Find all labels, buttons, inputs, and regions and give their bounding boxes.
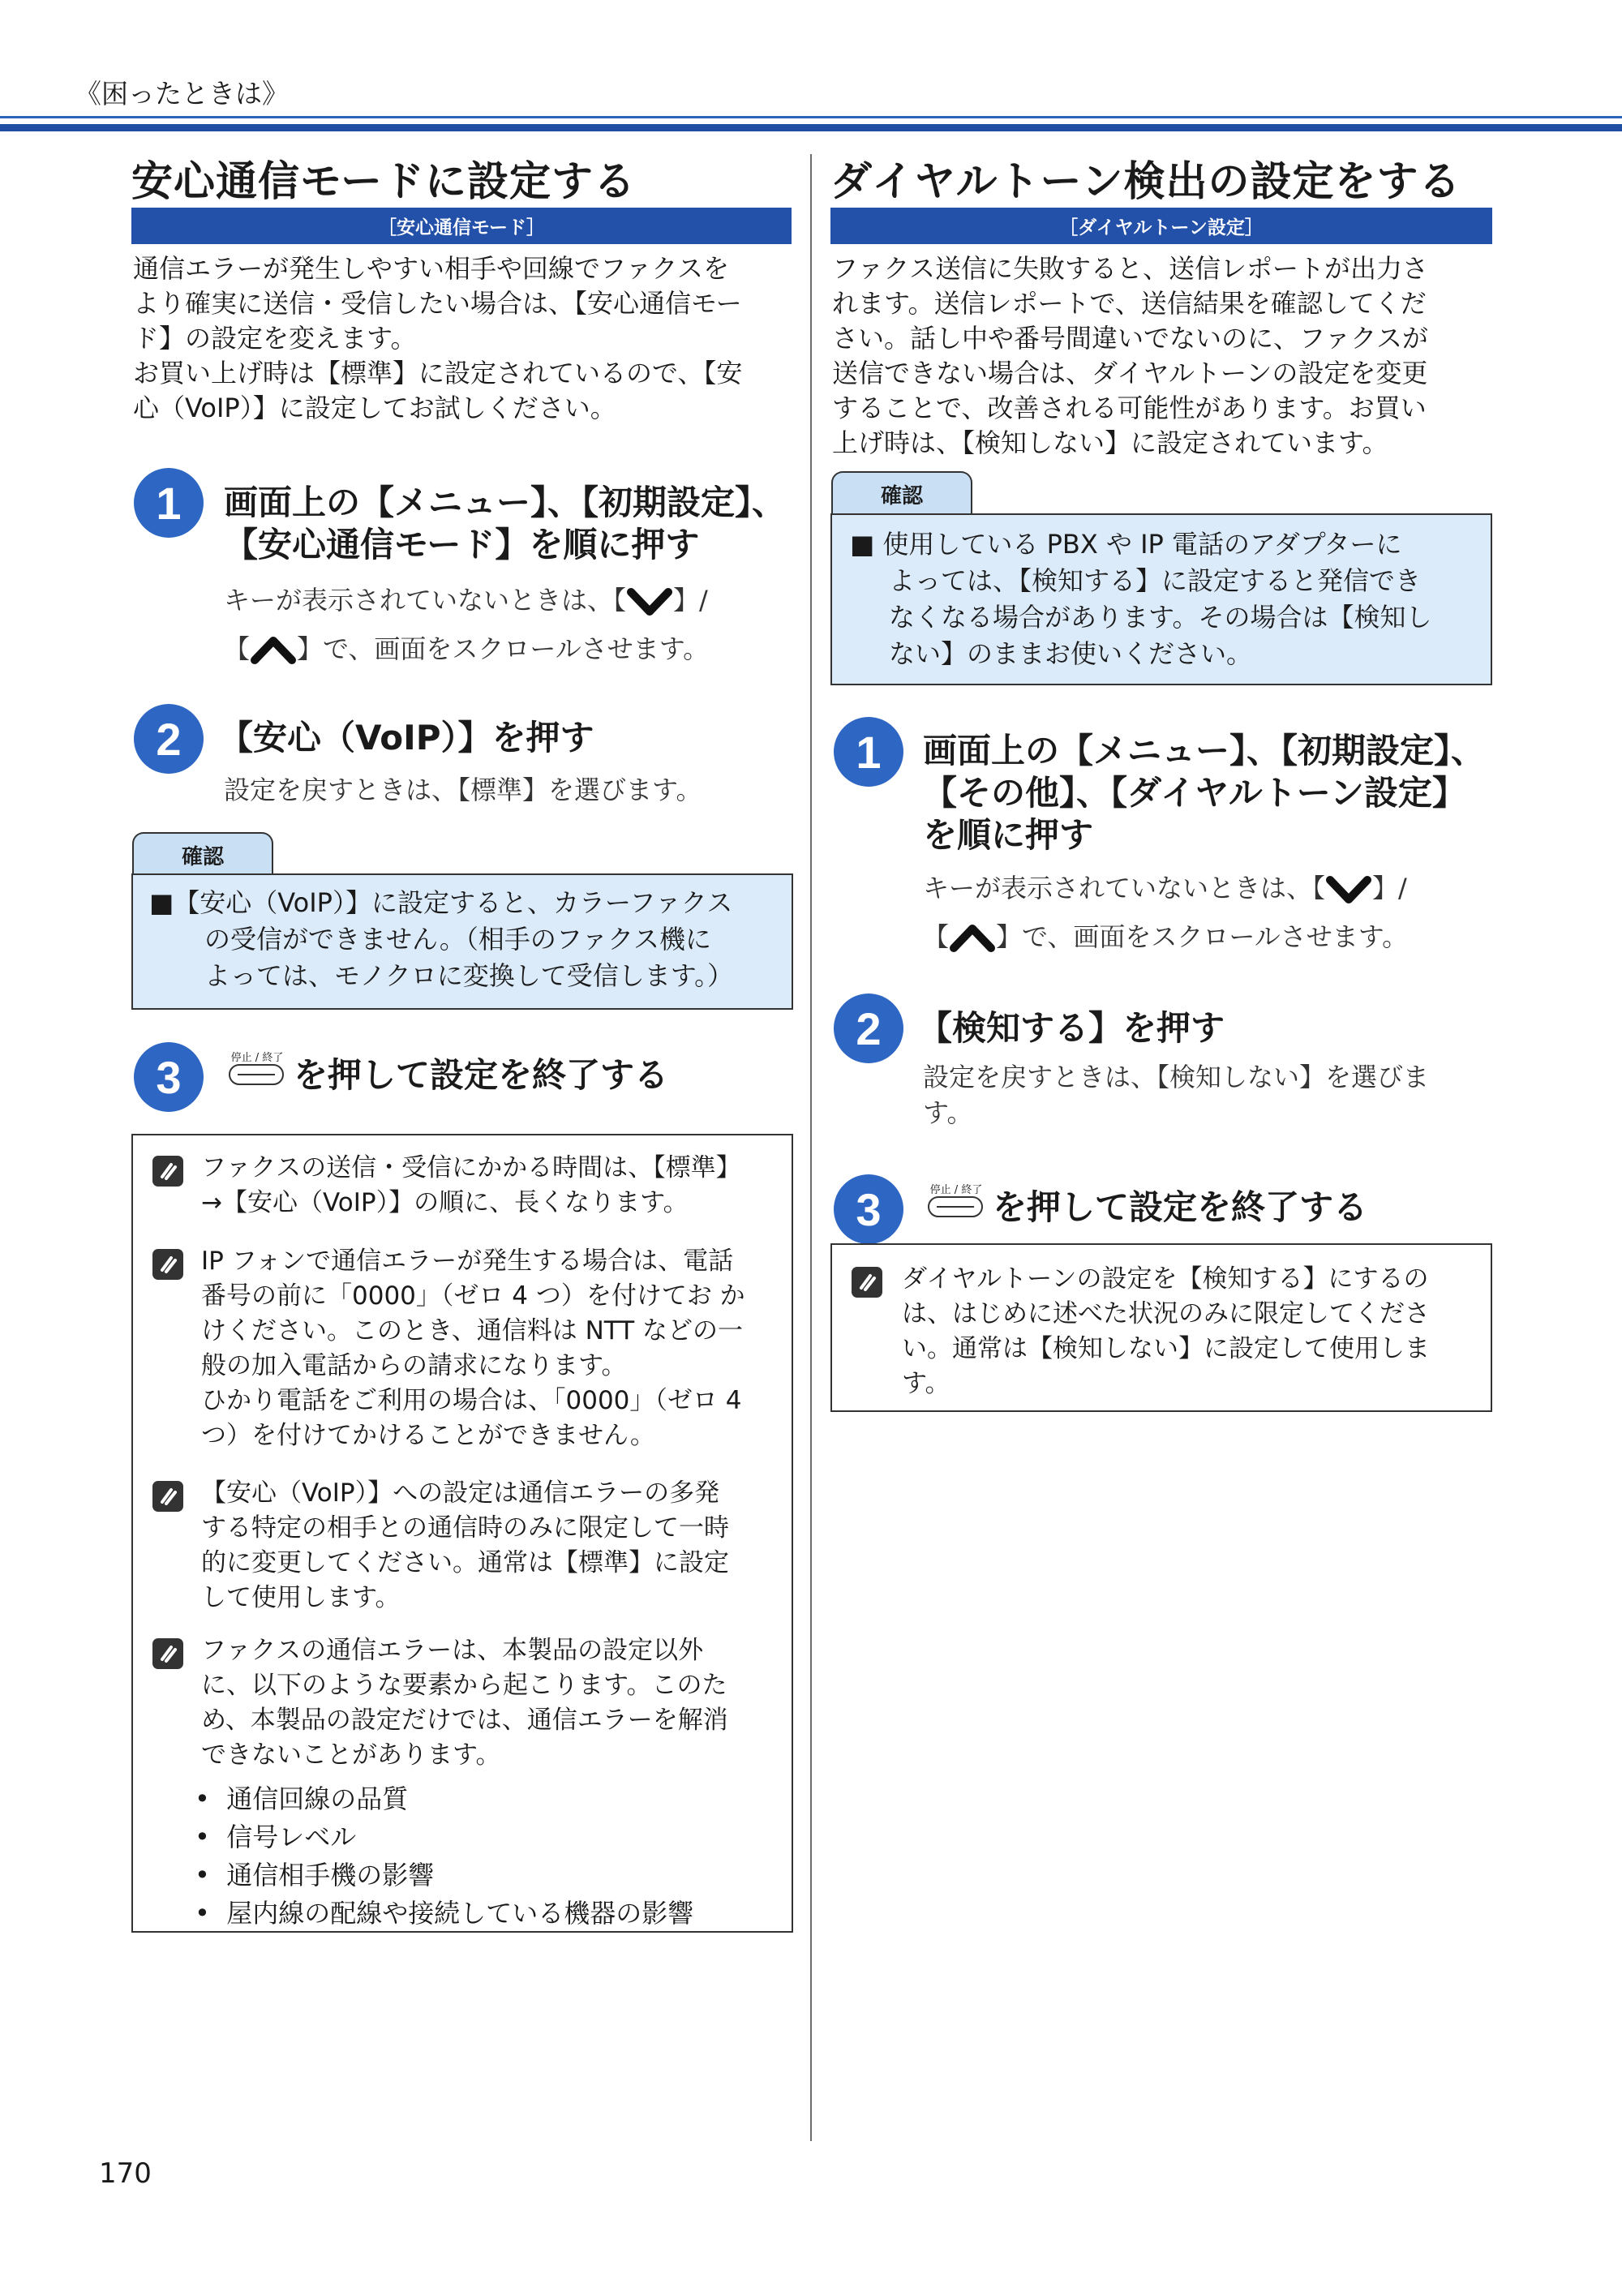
step-3-title: を押して設定を終了する (294, 1055, 669, 1095)
page-number: 170 (99, 2157, 152, 2190)
step-1-description: キーが表示されていないときは、【 】/ 【 】で、画面をスクロールさせます。 (923, 864, 1408, 961)
confirm-tab: 確認 (831, 471, 972, 515)
step-2-title: 【検知する】を押す (918, 1008, 1225, 1048)
stop-end-key-icon: 停止 / 終了 (928, 1185, 985, 1217)
column-divider (810, 154, 812, 2141)
pencil-icon (152, 1156, 183, 1187)
step-1-description: キーが表示されていないときは、【 】/ 【 】で、画面をスクロールさせます。 (224, 576, 709, 673)
step-number-3: 3 (134, 1042, 204, 1112)
list-item: • 屋内線の配線や接続している機器の影響 (195, 1898, 694, 1929)
step-3-title: を押して設定を終了する (993, 1187, 1368, 1227)
header-rule-thin (0, 116, 1622, 118)
right-section-title: ダイヤルトーン検出の設定をする (830, 158, 1461, 206)
stop-end-key-icon: 停止 / 終了 (229, 1053, 285, 1085)
note-right: ダイヤルトーンの設定を【検知する】にするの は、はじめに述べた状況のみに限定してくださ い。通常は【検知しない】に設定して使用しま す。 (902, 1264, 1430, 1398)
confirm-box: ■【安心（VoIP）】に設定すると、カラーファクス の受信ができません。（相手のファクス機に よっては、モノクロに変換して受信します。） (131, 873, 793, 1010)
chevron-up-icon (949, 922, 996, 955)
confirm-box: ■ 使用している PBX や IP 電話のアダプターに よっては、【検知する】に設定すると発信でき なくなる場合があります。その場合は【検知し ない】のままお使いください。 (830, 513, 1492, 685)
chevron-up-icon (250, 634, 297, 667)
chevron-down-icon (1325, 873, 1372, 906)
step-number-1: 1 (134, 468, 204, 538)
right-section-bar: ［ダイヤルトーン設定］ (830, 208, 1492, 244)
left-section-title: 安心通信モードに設定する (131, 158, 636, 206)
step-number-3: 3 (834, 1174, 903, 1244)
step-number-1: 1 (834, 717, 903, 787)
step-1-title: 画面上の【メニュー】、【初期設定】、 【その他】、【ダイヤルトーン設定】 を順に押す (923, 731, 1486, 855)
step-number-2: 2 (834, 994, 903, 1063)
right-intro: ファクス送信に失敗すると、送信レポートが出力さ れます。送信レポートで、送信結果を確認してくだ さい。話し中や番号間違いでないのに、ファクスが 送信できない場合は、ダイヤルトーンの設定を変更 することで、改善される可能性があります。お買い 上げ時は、【検知しない】に設定されています。 (832, 253, 1429, 458)
step-2-description: 設定を戻すときは、【標準】を選びます。 (224, 775, 702, 805)
step-number-2: 2 (134, 704, 204, 774)
list-item: • 信号レベル (195, 1822, 357, 1852)
pencil-icon (852, 1267, 882, 1298)
step-2-title: 【安心（VoIP）】を押す (219, 718, 594, 757)
header-rule-thick (0, 124, 1622, 131)
pencil-icon (152, 1249, 183, 1280)
note-2: IP フォンで通信エラーが発生する場合は、電話 番号の前に「0000」（ゼロ 4 つ）を付けてお か けください。このとき、通信料は NTT などの一 般の加入電話からの請求になります。 ひかり電話をご利用の場合は、「0000」（ゼロ 4 つ）を付けてかけることができません。 (201, 1247, 745, 1450)
step-2-description: 設定を戻すときは、【検知しない】を選びま す。 (923, 1062, 1430, 1128)
left-section-bar: ［安心通信モード］ (131, 208, 792, 244)
note-1: ファクスの送信・受信にかかる時間は、【標準】 →【安心（VoIP）】の順に、長くなります。 (201, 1153, 741, 1217)
chevron-down-icon (626, 586, 673, 618)
pencil-icon (152, 1481, 183, 1512)
note-4: ファクスの通信エラーは、本製品の設定以外 に、以下のような要素から起こります。このた め、本製品の設定だけでは、通信エラーを解消 できないことがあります。 (201, 1636, 728, 1770)
left-intro: 通信エラーが発生しやすい相手や回線でファクスを より確実に送信・受信したい場合は、【安心通信モー ド】の設定を変えます。 お買い上げ時は【標準】に設定されているので、【安 心（VoIP）】に設定してお試しください。 (133, 253, 743, 423)
list-item: • 通信回線の品質 (195, 1783, 409, 1814)
list-item: • 通信相手機の影響 (195, 1860, 435, 1890)
step-1-title: 画面上の【メニュー】、【初期設定】、 【安心通信モード】を順に押す (224, 483, 787, 564)
note-3: 【安心（VoIP）】への設定は通信エラーの多発 する特定の相手との通信時のみに限定して一時 的に変更してください。通常は【標準】に設定 して使用します。 (201, 1478, 729, 1612)
section-tag: 《困ったときは》 (75, 78, 289, 109)
pencil-icon (152, 1638, 183, 1669)
confirm-tab: 確認 (132, 832, 273, 876)
